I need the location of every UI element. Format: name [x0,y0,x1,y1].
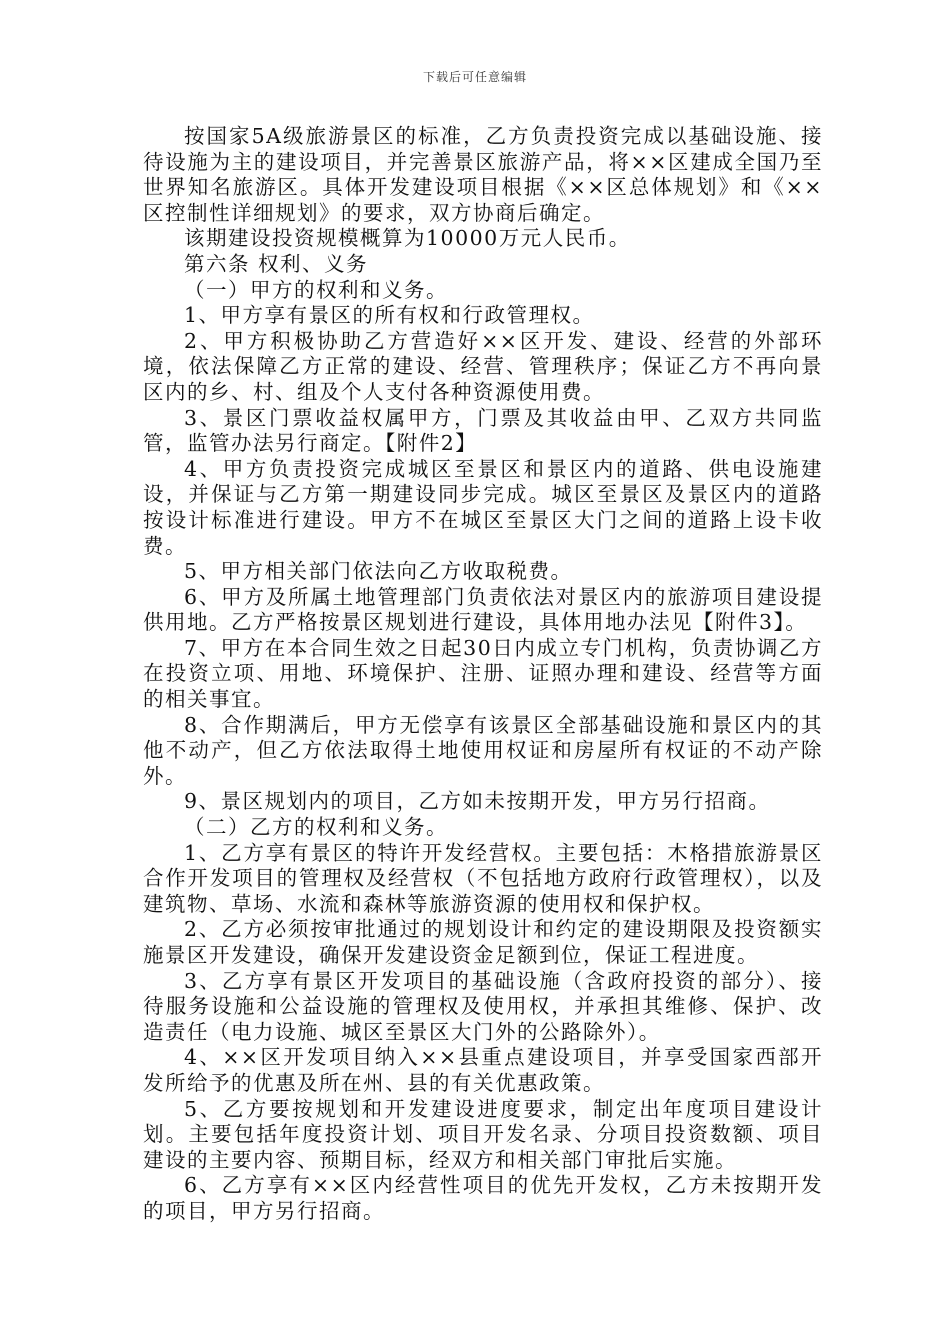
party-a-item-9: 9、景区规划内的项目，乙方如未按期开发，甲方另行招商。 [184,789,771,814]
page-header: 下载后可任意编辑 [422,70,527,84]
party-a-item-5: 5、甲方相关部门依法向乙方收取税费。 [184,559,573,584]
party-b-item-4: 4、××区开发项目纳入××县重点建设项目，并享受国家西部开发所给予的优惠及所在州、县的有关优惠政策。 [143,1045,823,1095]
party-b-item-1: 1、乙方享有景区的特许开发经营权。主要包括：木格措旅游景区合作开发项目的管理权及经营权（不包括地方政府行政管理权），以及建筑物、草场、水流和森林等旅游资源的使用权和保护权。 [143,840,823,916]
party-a-item-7: 7、甲方在本合同生效之日起30日内成立专门机构，负责协调乙方在投资立项、用地、环境保护、注册、证照办理和建设、经营等方面的相关事宜。 [143,635,823,712]
party-b-item-6: 6、乙方享有××区内经营性项目的优先开发权，乙方未按期开发的项目，甲方另行招商。 [143,1173,823,1223]
party-a-item-2: 2、甲方积极协助乙方营造好××区开发、建设、经营的外部环境，依法保障乙方正常的建设、经营、管理秩序；保证乙方不再向景区内的乡、村、组及个人支付各种资源使用费。 [143,328,823,404]
party-a-item-1: 1、甲方享有景区的所有权和行政管理权。 [184,303,595,328]
party-b-item-5: 5、乙方要按规划和开发建设进度要求，制定出年度项目建设计划。主要包括年度投资计划、项目开发名录、分项目投资数额、项目建设的主要内容、预期目标，经双方和相关部门审批后实施。 [143,1096,823,1172]
party-b-item-3: 3、乙方享有景区开发项目的基础设施（含政府投资的部分）、接待服务设施和公益设施的管理权及使用权，并承担其维修、保护、改造责任（电力设施、城区至景区大门外的公路除外）。 [143,968,823,1044]
party-b-item-2: 2、乙方必须按审批通过的规划设计和约定的建设期限及投资额实施景区开发建设，确保开发建设资金足额到位，保证工程进度。 [143,917,823,967]
section-party-b-heading: （二）乙方的权利和义务。 [184,815,448,840]
party-a-item-3: 3、景区门票收益权属甲方，门票及其收益由甲、乙双方共同监管，监管办法另行商定。【附件2】 [143,405,823,456]
section-party-a-heading: （一）甲方的权利和义务。 [184,277,448,302]
paragraph-construction-standard: 按国家5A级旅游景区的标准，乙方负责投资完成以基础设施、接待设施为主的建设项目，并完善景区旅游产品，将××区建成全国乃至世界知名旅游区。具体开发建设项目根据《××区总体规划》和《××区控制性详细规划》的要求，双方协商后确定。 [143,124,823,225]
document-body [143,124,823,1225]
party-a-item-8: 8、合作期满后，甲方无偿享有该景区全部基础设施和景区内的其他不动产，但乙方依法取得土地使用权证和房屋所有权证的不动产除外。 [143,712,823,788]
paragraph-investment-scale: 该期建设投资规模概算为10000万元人民币。 [184,226,631,251]
party-a-item-6: 6、甲方及所属土地管理部门负责依法对景区内的旅游项目建设提供用地。乙方严格按景区规划进行建设，具体用地办法见【附件3】。 [143,584,823,635]
party-a-item-4: 4、甲方负责投资完成城区至景区和景区内的道路、供电设施建设，并保证与乙方第一期建设同步完成。城区至景区及景区内的道路按设计标准进行建设。甲方不在城区至景区大门之间的道路上设卡收费。 [143,456,823,558]
article-six-heading: 第六条 权利、义务 [184,251,369,276]
